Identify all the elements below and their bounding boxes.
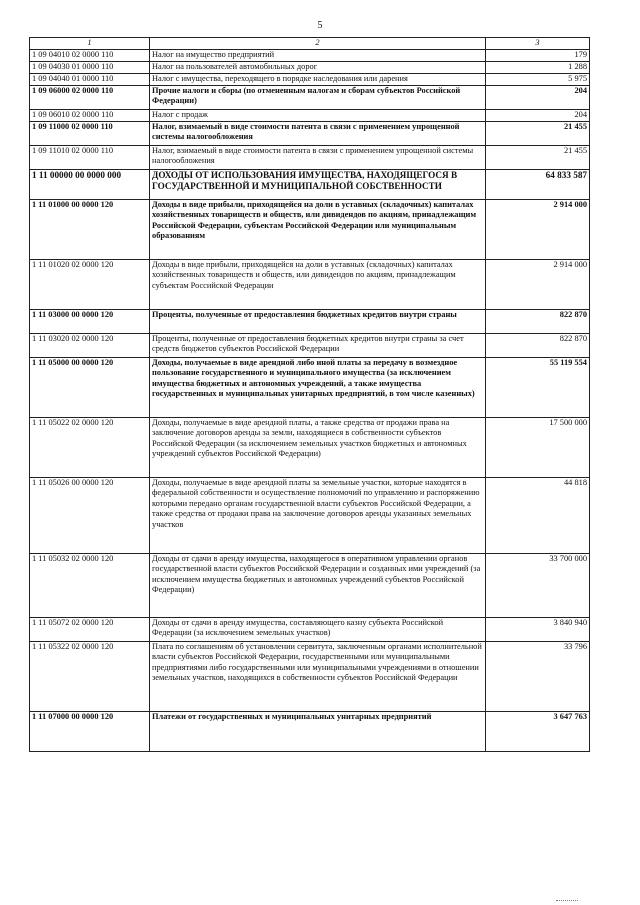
row-code-cell: 1 11 05032 02 0000 120 — [30, 553, 150, 617]
table-row — [30, 309, 590, 333]
table-row — [30, 711, 590, 751]
table-row — [30, 333, 590, 357]
row-code-cell: 1 11 07000 00 0000 120 — [30, 711, 150, 751]
table-row — [30, 109, 590, 121]
row-name-cell: Доходы от сдачи в аренду имущества, составляющего казну субъекта Российской Федерации (за исключением земельных участков) — [150, 617, 486, 641]
row-value-cell: 17 500 000 — [486, 417, 590, 477]
row-name-cell: Проценты, полученные от предоставления бюджетных кредитов внутри страны — [150, 309, 486, 333]
row-name-cell: Доходы, получаемые в виде арендной платы, а также средства от продажи права на заключение договоров аренды за земли, находящиеся в собственности субъектов Российской Федерации (за исключением земельных участков бюджетных и автономных учреждений субъектов Российской Федерации) — [150, 417, 486, 477]
row-value-cell: 822 870 — [486, 309, 590, 333]
row-name-cell: Плата по соглашениям об установлении сервитута, заключенным органами исполнительной власти субъектов Российской Федерации, государственными или муниципальными предприятиями либо государственными или муниципальными учреждениями в отношении земельных участков, находящихся в собственности субъектов Российской Федерации — [150, 641, 486, 711]
row-code-cell: 1 09 04040 01 0000 110 — [30, 73, 150, 85]
column-header-code: 1 — [30, 38, 150, 50]
row-value-cell: 204 — [486, 85, 590, 109]
row-code-cell: 1 09 11000 02 0000 110 — [30, 121, 150, 145]
row-name-cell: Доходы в виде прибыли, приходящейся на доли в уставных (складочных) капиталах хозяйственных товариществ и обществ, или дивидендов по акциям, принадлежащим субъектам Российской Федерации — [150, 259, 486, 309]
table-header-row — [30, 38, 590, 50]
row-value-cell: 204 — [486, 109, 590, 121]
row-value-cell: 2 914 000 — [486, 259, 590, 309]
row-code-cell: 1 11 01020 02 0000 120 — [30, 259, 150, 309]
column-header-name: 2 — [150, 38, 486, 50]
row-value-cell: 21 455 — [486, 121, 590, 145]
row-code-cell: 1 09 06000 02 0000 110 — [30, 85, 150, 109]
row-name-cell: ДОХОДЫ ОТ ИСПОЛЬЗОВАНИЯ ИМУЩЕСТВА, НАХОДЯЩЕГОСЯ В ГОСУДАРСТВЕННОЙ И МУНИЦИПАЛЬНОЙ СОБСТВЕННОСТИ — [150, 169, 486, 199]
row-value-cell: 1 288 — [486, 61, 590, 73]
table-row — [30, 259, 590, 309]
row-name-cell: Платежи от государственных и муниципальных унитарных предприятий — [150, 711, 486, 751]
row-value-cell: 44 818 — [486, 477, 590, 553]
budget-table — [29, 37, 590, 752]
row-code-cell: 1 11 05022 02 0000 120 — [30, 417, 150, 477]
row-name-cell: Доходы от сдачи в аренду имущества, находящегося в оперативном управлении органов государственной власти субъектов Российской Федерации и созданных ими учреждений (за исключением имущества бюджетных и автономных учреждений субъектов Российской Федерации) — [150, 553, 486, 617]
row-value-cell: 822 870 — [486, 333, 590, 357]
footer-mark — [556, 900, 578, 901]
row-value-cell: 5 975 — [486, 73, 590, 85]
table-row — [30, 553, 590, 617]
row-code-cell: 1 11 05000 00 0000 120 — [30, 357, 150, 417]
row-name-cell: Доходы в виде прибыли, приходящейся на доли в уставных (складочных) капиталах хозяйственных товариществ и обществ, или дивидендов по акциям, принадлежащим Российской Федерации, субъектам Российской Федерации или муниципальным образованиям — [150, 199, 486, 259]
page-number: 5 — [317, 20, 323, 31]
table-row — [30, 417, 590, 477]
row-code-cell: 1 09 11010 02 0000 110 — [30, 145, 150, 169]
row-name-cell: Налог с продаж — [150, 109, 486, 121]
row-name-cell: Доходы, получаемые в виде арендной платы за земельные участки, которые находятся в федеральной собственности и осуществление полномочий по управлению и распоряжению которыми передано органам государственной власти субъектов Российской Федерации, а также средства от продажи права на заключение договоров аренды указанных земельных участков — [150, 477, 486, 553]
row-name-cell: Прочие налоги и сборы (по отмененным налогам и сборам субъектов Российской Федерации) — [150, 85, 486, 109]
row-code-cell: 1 11 05072 02 0000 120 — [30, 617, 150, 641]
table-row — [30, 61, 590, 73]
table-row — [30, 85, 590, 109]
row-value-cell: 2 914 000 — [486, 199, 590, 259]
row-name-cell: Налог, взимаемый в виде стоимости патента в связи с применением упрощенной системы налогообложения — [150, 121, 486, 145]
row-name-cell: Налог на имущество предприятий — [150, 49, 486, 61]
row-name-cell: Налог на пользователей автомобильных дорог — [150, 61, 486, 73]
row-code-cell: 1 11 05026 00 0000 120 — [30, 477, 150, 553]
table-row — [30, 145, 590, 169]
table-row — [30, 169, 590, 199]
table-row — [30, 641, 590, 711]
row-code-cell: 1 09 04010 02 0000 110 — [30, 49, 150, 61]
row-name-cell: Налог с имущества, переходящего в порядке наследования или дарения — [150, 73, 486, 85]
column-header-value: 3 — [486, 38, 590, 50]
table-row — [30, 477, 590, 553]
table-row — [30, 617, 590, 641]
table-row — [30, 199, 590, 259]
row-value-cell: 3 647 763 — [486, 711, 590, 751]
row-value-cell: 64 833 587 — [486, 169, 590, 199]
row-code-cell: 1 11 00000 00 0000 000 — [30, 169, 150, 199]
row-code-cell: 1 11 03000 00 0000 120 — [30, 309, 150, 333]
row-value-cell: 179 — [486, 49, 590, 61]
row-value-cell: 55 119 554 — [486, 357, 590, 417]
table-row — [30, 121, 590, 145]
row-name-cell: Доходы, получаемые в виде арендной либо иной платы за передачу в возмездное пользование государственного и муниципального имущества (за исключением имущества бюджетных и автономных учреждений, а также имущества государственных и муниципальных унитарных предприятий, в том числе казенных) — [150, 357, 486, 417]
row-name-cell: Налог, взимаемый в виде стоимости патента в связи с применением упрощенной системы налогообложения — [150, 145, 486, 169]
row-code-cell: 1 11 05322 02 0000 120 — [30, 641, 150, 711]
table-row — [30, 49, 590, 61]
row-code-cell: 1 09 04030 01 0000 110 — [30, 61, 150, 73]
row-value-cell: 3 840 940 — [486, 617, 590, 641]
row-value-cell: 21 455 — [486, 145, 590, 169]
row-code-cell: 1 11 03020 02 0000 120 — [30, 333, 150, 357]
row-name-cell: Проценты, полученные от предоставления бюджетных кредитов внутри страны за счет средств бюджетов субъектов Российской Федерации — [150, 333, 486, 357]
row-value-cell: 33 796 — [486, 641, 590, 711]
row-code-cell: 1 09 06010 02 0000 110 — [30, 109, 150, 121]
table-row — [30, 73, 590, 85]
row-value-cell: 33 700 000 — [486, 553, 590, 617]
table-row — [30, 357, 590, 417]
row-code-cell: 1 11 01000 00 0000 120 — [30, 199, 150, 259]
